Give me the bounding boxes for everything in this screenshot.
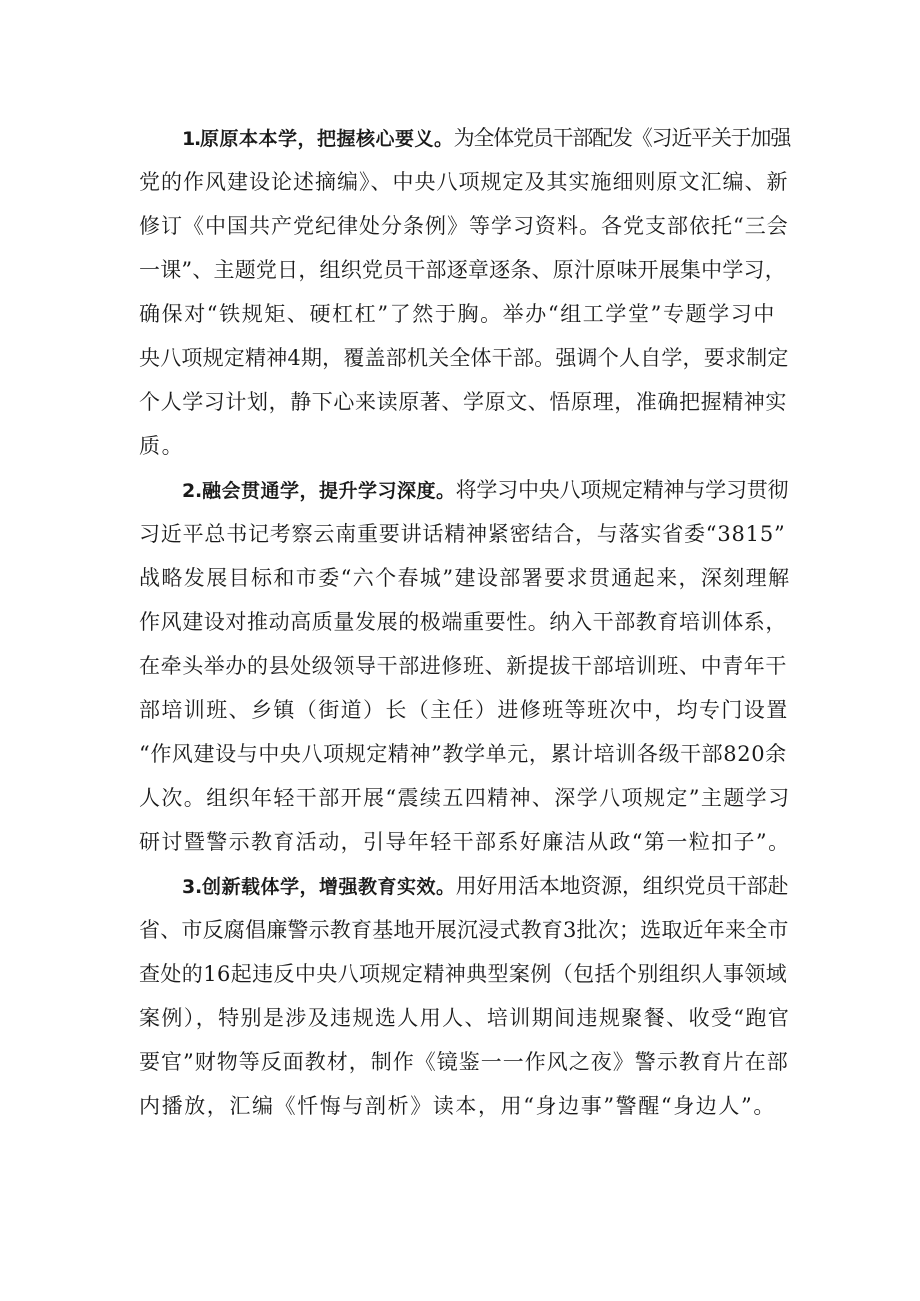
paragraph-1-line-1 — [182, 126, 790, 151]
paragraph-3-number: 3. — [182, 876, 203, 898]
paragraph-1-text: 为全体党员干部配发《习近平关于加强 — [453, 126, 791, 150]
paragraph-2-line-9: 研讨暨警示教育活动，引导年轻干部系好廉洁从政“第一粒扣子”。 — [139, 830, 791, 854]
paragraph-1-lead: 原原本本学，把握核心要义。 — [200, 128, 454, 150]
paragraph-2-text: 将学习中央八项规定精神与学习贯彻 — [455, 478, 789, 502]
paragraph-1-line-2: 党的作风建设论述摘编》、中央八项规定及其实施细则原文汇编、新 — [139, 170, 789, 194]
paragraph-1-line-4: 一课”、主题党日，组织党员干部逐章逐条、原汁原味开展集中学习， — [139, 258, 786, 282]
paragraph-1-line-6: 央八项规定精神4期，覆盖部机关全体干部。强调个人自学，要求制定 — [139, 346, 789, 370]
paragraph-3-line-4: 案例），特别是涉及违规选人用人、培训期间违规聚餐、收受“跑官 — [139, 1006, 791, 1030]
paragraph-2-line-2: 习近平总书记考察云南重要讲话精神紧密结合，与落实省委“3815” — [139, 522, 786, 546]
paragraph-1-line-3: 修订《中国共产党纪律处分条例》等学习资料。各党支部依托“三会 — [139, 214, 789, 238]
paragraph-2-line-6: 部培训班、乡镇（街道）长（主任）进修班等班次中，均专门设置 — [139, 698, 789, 722]
paragraph-1-line-8: 质。 — [139, 434, 185, 458]
paragraph-2-lead: 融会贯通学，提升学习深度。 — [202, 480, 456, 502]
paragraph-2-line-5: 在牵头举办的县处级领导干部进修班、新提拔干部培训班、中青年干 — [139, 654, 787, 678]
paragraph-2-line-4: 作风建设对推动高质量发展的极端重要性。纳入干部教育培训体系， — [139, 610, 787, 634]
paragraph-1-number: 1. — [182, 128, 201, 150]
paragraph-3-text: 用好用活本地资源，组织党员干部赴 — [455, 874, 789, 898]
paragraph-3-line-1 — [182, 874, 788, 899]
paragraph-3-line-2: 省、市反腐倡廉警示教育基地开展沉浸式教育3批次；选取近年来全市 — [139, 918, 789, 942]
paragraph-2-line-3: 战略发展目标和市委“六个春城”建设部署要求贯通起来，深刻理解 — [139, 566, 791, 590]
paragraph-1-line-7: 个人学习计划，静下心来读原著、学原文、悟原理，准确把握精神实 — [139, 390, 787, 414]
paragraph-2-number: 2. — [182, 480, 203, 502]
paragraph-3-line-3: 查处的16起违反中央八项规定精神典型案例（包括个别组织人事领域 — [139, 962, 788, 986]
paragraph-3-lead: 创新载体学，增强教育实效。 — [202, 876, 456, 898]
paragraph-3-line-5: 要官”财物等反面教材，制作《镜鉴一一作风之夜》警示教育片在部 — [139, 1050, 789, 1074]
paragraph-2-line-7: “作风建设与中央八项规定精神”教学单元，累计培训各级干部820余 — [139, 742, 787, 766]
paragraph-1-line-5: 确保对“铁规矩、硬杠杠”了然于胸。举办“组工学堂”专题学习中 — [139, 302, 776, 326]
paragraph-3-line-6: 内播放，汇编《忏悔与剖析》读本，用“身边事”警醒“身边人”。 — [139, 1094, 776, 1118]
paragraph-2-line-1 — [182, 478, 788, 503]
paragraph-2-line-8: 人次。组织年轻干部开展“震续五四精神、深学八项规定”主题学习 — [139, 786, 791, 810]
